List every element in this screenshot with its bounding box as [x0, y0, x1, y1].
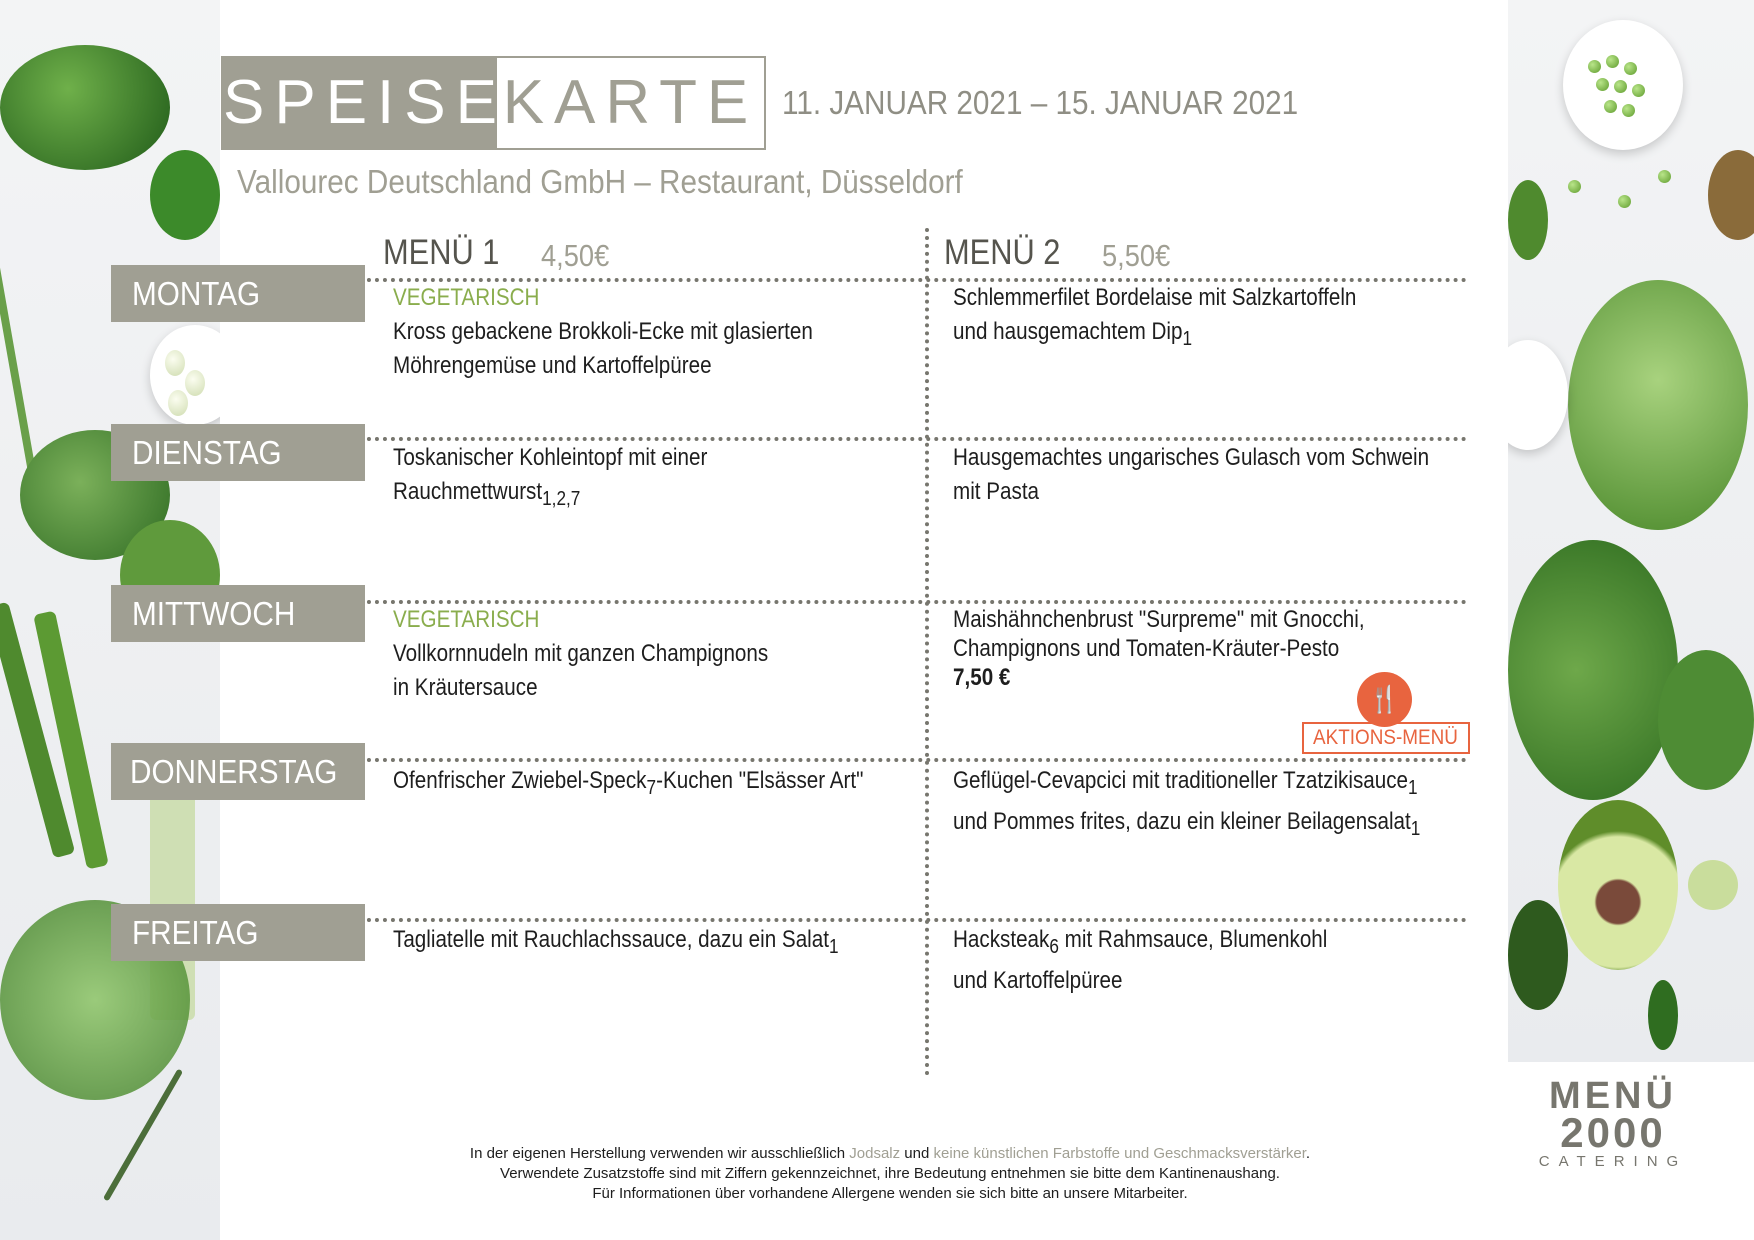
aktion-price: 7,50 € [953, 664, 1011, 691]
menu1-price: 4,50€ [541, 238, 610, 273]
row-divider [335, 918, 1467, 922]
brussels-sprout-icon [1688, 860, 1738, 910]
vegetable-photo-right [1508, 0, 1754, 1062]
lettuce-icon [1568, 280, 1748, 530]
day-label-montag: MONTAG [111, 265, 365, 322]
dienstag-menu2: Hausgemachtes ungarisches Gulasch vom Schwein mit Pasta [953, 444, 1430, 505]
vegetarian-tag: VEGETARISCH [393, 284, 540, 311]
day-label-mittwoch: MITTWOCH [111, 585, 365, 642]
dienstag-menu1: Toskanischer Kohleintopf mit einer Rauchmettwurst$_{1,2,7}$ [393, 444, 708, 510]
mittwoch-menu1: VEGETARISCH Vollkornnudeln mit ganzen Champignons in Kräutersauce [393, 603, 768, 705]
mittwoch-menu2: Maishähnchenbrust "Surpreme" mit Gnocchi, Champignons und Tomaten-Kräuter-Pesto 7,50 € [953, 606, 1365, 691]
menu2-name: MENÜ 2 [944, 233, 1061, 272]
donnerstag-menu2: Geflügel-Cevapcici mit traditioneller Tzatzikisauce$_1$ und Pommes frites, dazu ein kleiner Beilagensalat$_1$ [953, 767, 1421, 840]
montag-menu2: Schlemmerfilet Bordelaise mit Salzkartoffeln und hausgemachtem Dip$_1$ [953, 284, 1357, 350]
freitag-menu1: Tagliatelle mit Rauchlachssauce, dazu ein Salat$_1$ [393, 926, 839, 958]
celery-leaves-icon [1508, 540, 1678, 800]
menu2000-logo: MENÜ 2000 CATERING [1538, 1075, 1688, 1170]
cucumber-icon [1508, 180, 1548, 260]
aktions-menu-badge: 🍴 AKTIONS-MENÜ [1300, 672, 1470, 754]
footer-line-3: Für Informationen über vorhandene Allergene wenden sie sich bitte an unsere Mitarbeiter. [592, 1185, 1188, 1202]
menu-title [221, 56, 766, 150]
pepper-slice-icon [150, 150, 220, 240]
avocado-whole-icon [1508, 900, 1568, 1010]
broccolini-icon [1658, 650, 1754, 790]
footer-line-1: In der eigenen Herstellung verwenden wir ausschließlich Jodsalz und keine künstlichen Farbstoffe und Geschmacksverstärker. [469, 1145, 1311, 1162]
kiwi-icon [1708, 150, 1754, 240]
date-range: 11. JANUAR 2021 – 15. JANUAR 2021 [782, 84, 1299, 121]
day-label-freitag: FREITAG [111, 904, 365, 961]
day-label-dienstag: DIENSTAG [111, 424, 365, 481]
menu2-price: 5,50€ [1102, 238, 1171, 273]
jalapeno-icon [1648, 980, 1678, 1050]
green-pepper-icon [0, 45, 170, 170]
cutlery-icon: 🍴 [1357, 672, 1412, 727]
avocado-icon [1558, 800, 1678, 970]
title-speise: SPEISE [223, 58, 497, 148]
montag-menu1: VEGETARISCH Kross gebackene Brokkoli-Ecke mit glasierten Möhrengemüse und Kartoffelpüree [393, 281, 813, 383]
footer-notes [340, 1144, 1440, 1204]
bean-bowl-right-icon [1508, 340, 1568, 450]
menu1-name: MENÜ 1 [383, 233, 500, 272]
donnerstag-menu1: Ofenfrischer Zwiebel-Speck$_7$-Kuchen "Elsässer Art" [393, 767, 864, 799]
row-divider [335, 758, 1467, 762]
restaurant-subtitle: Vallourec Deutschland GmbH – Restaurant, Düsseldorf [237, 163, 963, 200]
column-divider [925, 228, 929, 1076]
vegetarian-tag: VEGETARISCH [393, 606, 540, 633]
freitag-menu2: Hacksteak$_6$ mit Rahmsauce, Blumenkohl und Kartoffelpüree [953, 926, 1328, 994]
footer-line-2: Verwendete Zusatzstoffe sind mit Ziffern gekennzeichnet, ihre Bedeutung entnehmen sie bitte dem Kantinenaushang. [500, 1165, 1280, 1182]
title-karte: KARTE [502, 68, 759, 137]
day-label-donnerstag: DONNERSTAG [111, 743, 365, 800]
